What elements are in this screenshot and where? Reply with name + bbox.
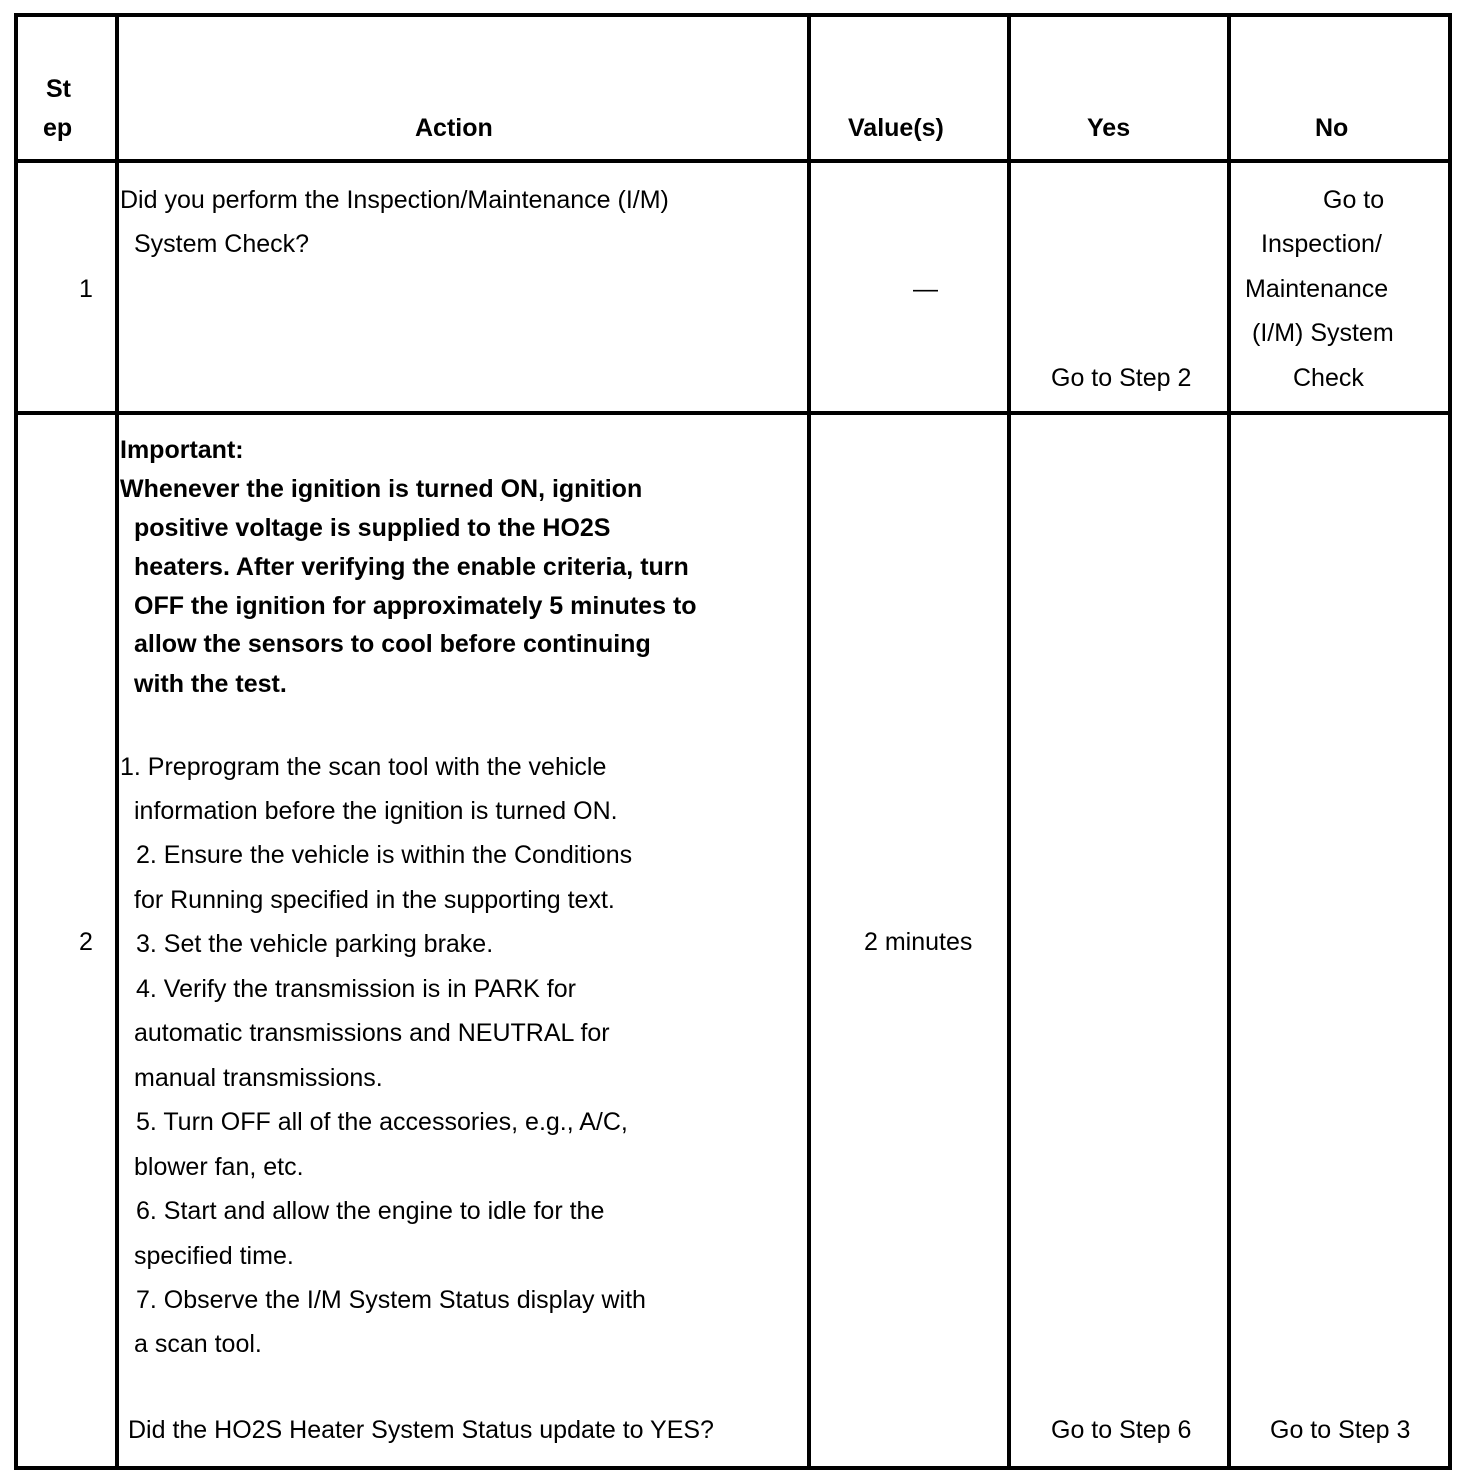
procedure-line: blower fan, etc. (134, 1153, 304, 1181)
procedure-line: 6. Start and allow the engine to idle for the (136, 1197, 605, 1225)
row1-no-line[interactable]: Maintenance (1245, 275, 1389, 303)
procedure-line: 3. Set the vehicle parking brake. (136, 930, 494, 958)
row2-no-link[interactable]: Go to Step 3 (1270, 1416, 1411, 1444)
row1-value: — (913, 275, 938, 303)
row1-action-line: System Check? (134, 230, 310, 258)
important-line: OFF the ignition for approximately 5 minutes to (134, 592, 697, 620)
header-yes: Yes (1087, 114, 1131, 142)
row1-no-line[interactable]: Go to (1323, 186, 1385, 214)
procedure-line: 4. Verify the transmission is in PARK for (136, 975, 576, 1003)
header-step-line1: St (46, 75, 71, 103)
header-values: Value(s) (848, 114, 944, 142)
procedure-line: 2. Ensure the vehicle is within the Conditions (136, 841, 633, 869)
procedure-line: for Running specified in the supporting text. (134, 886, 615, 914)
row2-value: 2 minutes (864, 928, 973, 956)
row1-no-line[interactable]: Check (1293, 364, 1364, 392)
row2-step: 2 (79, 928, 93, 956)
procedure-line: manual transmissions. (134, 1064, 383, 1092)
procedure-line: 5. Turn OFF all of the accessories, e.g., A/C, (136, 1108, 628, 1136)
procedure-line: 1. Preprogram the scan tool with the vehicle (120, 753, 607, 781)
header-action: Action (415, 114, 493, 142)
important-line: with the test. (134, 670, 287, 698)
row1-no-line[interactable]: (I/M) System (1252, 319, 1394, 347)
procedure-line: information before the ignition is turned ON. (134, 797, 618, 825)
important-line: allow the sensors to cool before continuing (134, 630, 651, 658)
row1-no-line[interactable]: Inspection/ (1261, 230, 1382, 258)
procedure-line: specified time. (134, 1242, 294, 1270)
row2-question: Did the HO2S Heater System Status update to YES? (128, 1416, 714, 1444)
important-line: positive voltage is supplied to the HO2S (134, 514, 611, 542)
row1-yes-link[interactable]: Go to Step 2 (1051, 364, 1192, 392)
procedure-line: a scan tool. (134, 1330, 262, 1358)
important-label: Important: (120, 436, 244, 464)
row2-yes-link[interactable]: Go to Step 6 (1051, 1416, 1192, 1444)
header-step-line2: ep (43, 114, 73, 142)
important-line: Whenever the ignition is turned ON, ignition (120, 475, 643, 503)
procedure-line: automatic transmissions and NEUTRAL for (134, 1019, 610, 1047)
row1-action-line: Did you perform the Inspection/Maintenance (I/M) (120, 186, 669, 214)
important-line: heaters. After verifying the enable criteria, turn (134, 553, 689, 581)
procedure-line: 7. Observe the I/M System Status display with (136, 1286, 646, 1314)
header-no: No (1315, 114, 1349, 142)
row1-step: 1 (79, 275, 93, 303)
